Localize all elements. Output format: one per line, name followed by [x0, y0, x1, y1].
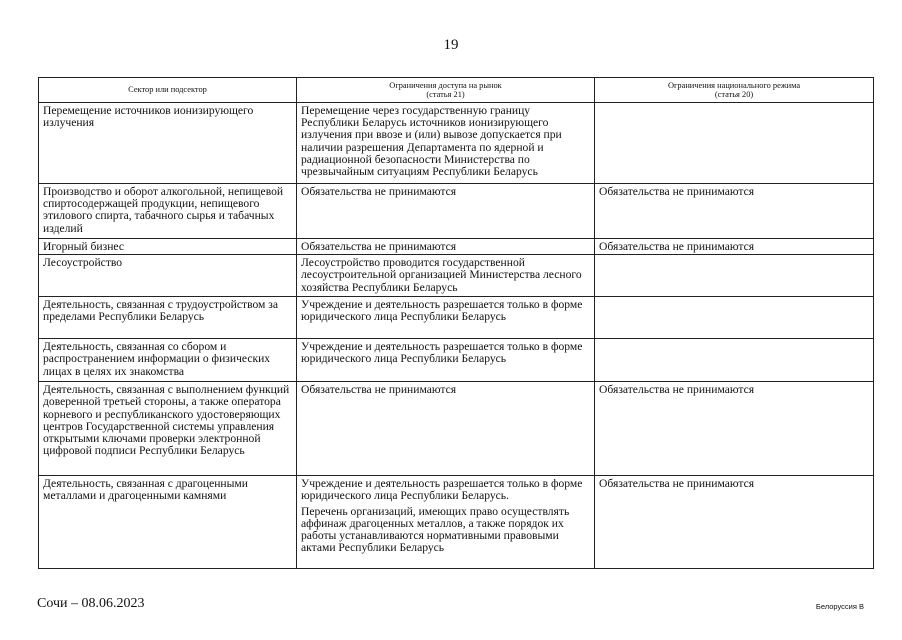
sector-cell: Лесоустройство: [39, 255, 297, 297]
market-access-cell: [297, 476, 595, 569]
header-market-access-label: Ограничения доступа на рынок: [389, 80, 502, 90]
page-number: 19: [443, 37, 459, 53]
header-market-access-article: (статья 21): [426, 90, 465, 99]
market-access-paragraph: Учреждение и деятельность разрешается только в форме юридического лица Республики Беларусь.: [301, 477, 583, 503]
table-row: [39, 339, 874, 382]
national-treatment-cell: [595, 339, 874, 382]
table-row: [39, 476, 874, 569]
header-national-treatment-article: (статья 20): [714, 90, 754, 99]
header-market-access: [297, 78, 595, 103]
table-row: [39, 239, 874, 255]
header-national-treatment-label: Ограничения национального режима: [667, 80, 801, 90]
national-treatment-cell: [595, 255, 874, 297]
footer-location-date: Сочи – 08.06.2023: [37, 596, 145, 611]
sector-cell: Деятельность, связанная с выполнением функций доверенной третьей стороны, а также оператора корневого и республиканского удостоверяющих центров Государственной системы управления открытыми ключами проверки электронной цифровой подписи Республики Беларусь: [39, 382, 297, 476]
header-sector-label: Сектор или подсектор: [128, 85, 207, 95]
market-access-cell: Учреждение и деятельность разрешается только в форме юридического лица Республики Беларусь: [297, 339, 595, 382]
market-access-cell: Учреждение и деятельность разрешается только в форме юридического лица Республики Беларусь: [297, 297, 595, 339]
national-treatment-cell: Обязательства не принимаются: [595, 476, 874, 569]
header-sector: [39, 78, 297, 103]
table-row: [39, 255, 874, 297]
market-access-cell: Обязательства не принимаются: [297, 184, 595, 239]
national-treatment-cell: Обязательства не принимаются: [595, 184, 874, 239]
national-treatment-cell: Обязательства не принимаются: [595, 382, 874, 476]
sector-cell: Производство и оборот алкогольной, непищевой спиртосодержащей продукции, непищевого этилового спирта, табачного сырья и табачных изделий: [39, 184, 297, 239]
market-access-cell: Обязательства не принимаются: [297, 239, 595, 255]
market-access-cell: Обязательства не принимаются: [297, 382, 595, 476]
sector-cell: Деятельность, связанная с трудоустройством за пределами Республики Беларусь: [39, 297, 297, 339]
market-access-cell: Лесоустройство проводится государственной лесоустроительной организацией Министерства лесного хозяйства Республики Беларусь: [297, 255, 595, 297]
table-header-row: [39, 78, 874, 103]
table-row: [39, 103, 874, 184]
table-row: [39, 297, 874, 339]
sector-cell: Игорный бизнес: [39, 239, 297, 255]
national-treatment-cell: [595, 297, 874, 339]
sector-cell: Перемещение источников ионизирующего излучения: [39, 103, 297, 184]
national-treatment-cell: [595, 103, 874, 184]
table-row: [39, 382, 874, 476]
sector-cell: Деятельность, связанная с драгоценными металлами и драгоценными камнями: [39, 476, 297, 569]
market-access-paragraph: Перечень организаций, имеющих право осуществлять аффинаж драгоценных металлов, а также порядок их работы устанавливаются нормативными правовыми актами Республики Беларусь: [301, 504, 570, 555]
sector-cell: Деятельность, связанная со сбором и распространением информации о физических лицах в целях их знакомства: [39, 339, 297, 382]
market-access-cell: Перемещение через государственную границу Республики Беларусь источников ионизирующего излучения при ввозе и (или) вывозе допускается при наличии разрешения Департамента по ядерной и радиационной безопасности Министерства по чрезвычайным ситуациям Республики Беларусь: [297, 103, 595, 184]
restrictions-table: [38, 77, 874, 569]
table-row: [39, 184, 874, 239]
header-national-treatment: [595, 78, 874, 103]
national-treatment-cell: Обязательства не принимаются: [595, 239, 874, 255]
footer-country-annex: Белоруссия В: [815, 602, 864, 611]
